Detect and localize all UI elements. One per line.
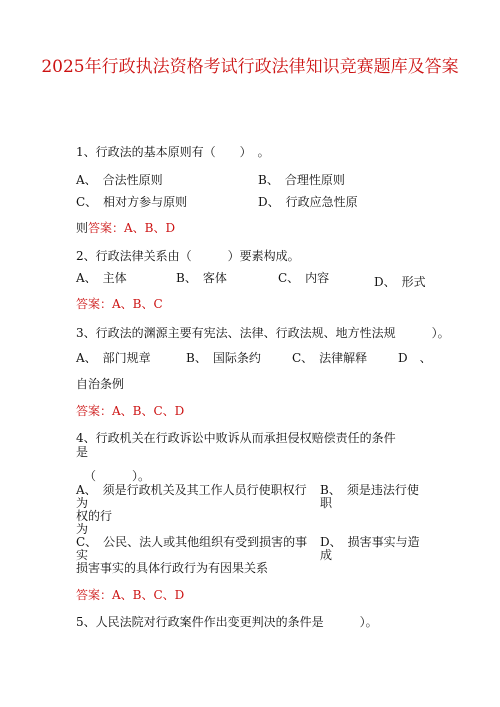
document-title: 2025年行政执法资格考试行政法律知识竞赛题库及答案 [41, 57, 459, 77]
q1-option-c: C、 相对方参与原则 [76, 195, 188, 209]
q3-option-c: C、 法律解释 [292, 351, 368, 365]
q4-option-b: B、 须是违法行使 [320, 483, 419, 497]
q3-option-d: D 、 [398, 351, 432, 365]
q4-option-c-wrap: 实 [76, 548, 89, 562]
q3-option-a: A、 部门规章 [76, 351, 151, 365]
q3-answer: 答案：A、B、C、D [76, 404, 185, 418]
q1-option-a: A、 合法性原则 [76, 173, 163, 187]
q1-answer: 答案：A、B、D [88, 221, 176, 235]
q4-option-d-cont: 损害事实的具体行政行为有因果关系 [76, 561, 269, 575]
q1-option-d: D、 行政应急性原 [258, 195, 358, 209]
q4-option-a: A、 须是行政机关及其工作人员行使职权行 [76, 483, 307, 497]
q2-option-b: B、 客体 [176, 271, 227, 285]
q4-stem-line3: （ ）。 [84, 469, 151, 483]
q2-stem: 2、行政法律关系由（ ）要素构成。 [76, 249, 300, 263]
q4-stem-line2: 是 [76, 445, 89, 459]
q5-stem: 5、人民法院对行政案件作出变更判决的条件是 ）。 [76, 615, 378, 629]
q2-option-c: C、 内容 [278, 271, 330, 285]
q4-option-c: C、 公民、法人或其他组织有受到损害的事 [76, 535, 308, 549]
q4-option-a-wrap: 为 [76, 496, 89, 510]
q1-answer-prefix: 则 [76, 221, 89, 235]
q2-option-d: D、 形式 [374, 275, 426, 289]
q4-option-b-cont: 权的行 [76, 509, 113, 523]
q4-stem-line1: 4、行政机关在行政诉讼中败诉从而承担侵权赔偿责任的条件 [76, 431, 396, 445]
q2-answer: 答案：A、B、C [76, 297, 163, 311]
q1-option-b: B、 合理性原则 [258, 173, 345, 187]
q1-stem: 1、行政法的基本原则有（ ） 。 [76, 145, 270, 159]
q4-option-b-cont2: 为 [76, 522, 89, 536]
q3-option-b: B、 国际条约 [186, 351, 261, 365]
q2-option-a: A、 主体 [76, 271, 127, 285]
q4-option-d-wrap: 成 [320, 548, 333, 562]
q4-answer: 答案：A、B、C、D [76, 588, 185, 602]
q4-option-d: D、 损害事实与造 [320, 535, 420, 549]
q3-option-d-text: 自治条例 [76, 377, 125, 391]
q4-option-b-wrap: 职 [320, 496, 333, 510]
q3-stem: 3、行政法的渊源主要有宪法、法律、行政法规、地方性法规 ）。 [76, 326, 450, 340]
